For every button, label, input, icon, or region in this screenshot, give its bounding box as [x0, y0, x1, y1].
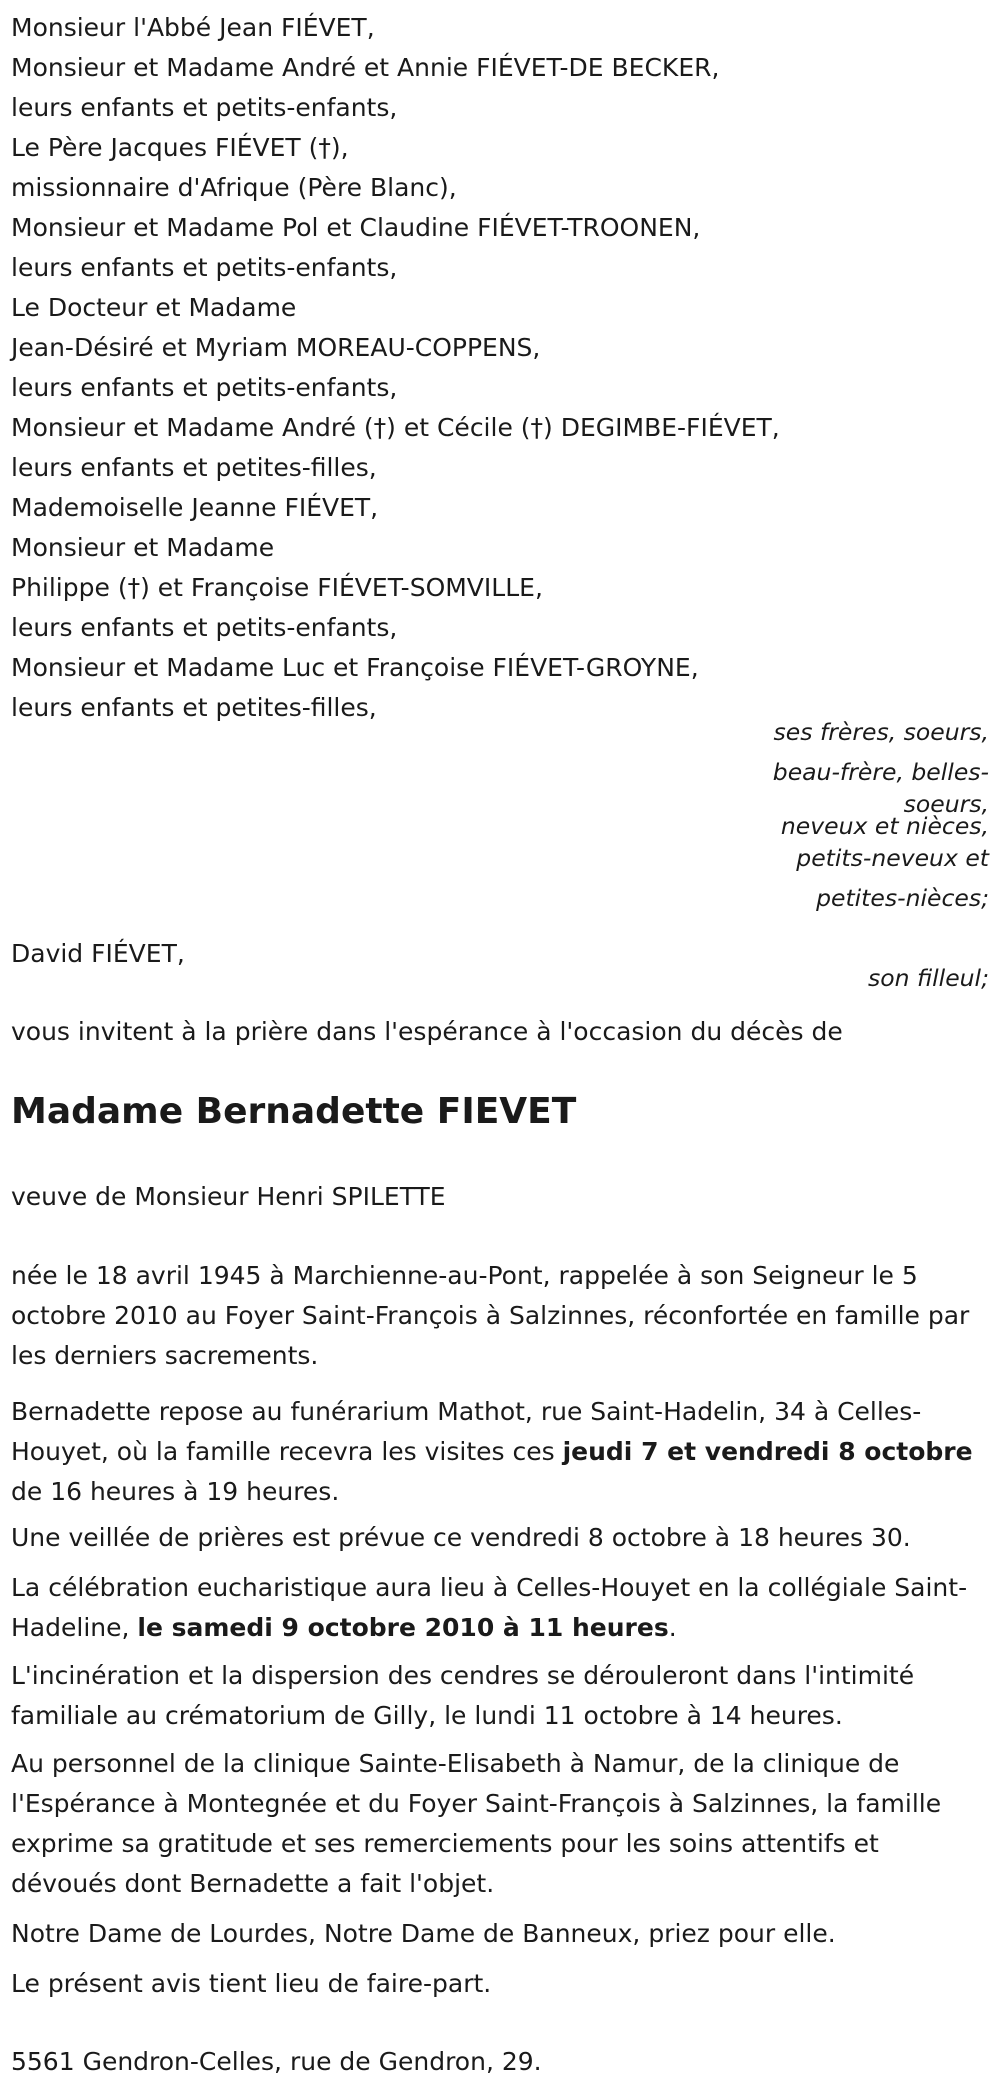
vigil-paragraph: Une veillée de prières est prévue ce vendredi 8 octobre à 18 heures 30.	[11, 1523, 911, 1552]
family-list	[11, 8, 991, 728]
family-line: Le Père Jacques FIÉVET (†),	[11, 133, 349, 162]
repose-text-end: de 16 heures à 19 heures.	[11, 1477, 340, 1506]
family-line: Monsieur et Madame André et Annie FIÉVET-DE BECKER,	[11, 53, 720, 82]
birth-death-paragraph: née le 18 avril 1945 à Marchienne-au-Pont, rappelée à son Seigneur le 5 octobre 2010 au Foyer Saint-François à Salzinnes, réconfortée en famille par les derniers sacrements.	[11, 1261, 970, 1370]
family-line: leurs enfants et petits-enfants,	[11, 373, 398, 402]
family-line: Le Docteur et Madame	[11, 293, 297, 322]
deceased-name: Madame Bernadette FIEVET	[11, 1091, 577, 1132]
family-line: Mademoiselle Jeanne FIÉVET,	[11, 493, 379, 522]
family-line: leurs enfants et petites-filles,	[11, 453, 377, 482]
widow-of: veuve de Monsieur Henri SPILETTE	[11, 1182, 446, 1211]
family-line: Monsieur et Madame André (†) et Cécile (†) DEGIMBE-FIÉVET,	[11, 413, 780, 442]
celebration-text: La célébration eucharistique aura lieu à Celles-Houyet en la collégiale Saint-Hadeline,	[11, 1573, 968, 1642]
family-line: Monsieur l'Abbé Jean FIÉVET,	[11, 13, 375, 42]
celebration-text-end: .	[668, 1613, 677, 1642]
relation-line: soeurs,	[903, 790, 989, 818]
family-line: Jean-Désiré et Myriam MOREAU-COPPENS,	[11, 333, 541, 362]
family-line: leurs enfants et petits-enfants,	[11, 93, 398, 122]
address-line: 5561 Gendron-Celles, rue de Gendron, 29.	[11, 2047, 542, 2076]
relation-nephews	[689, 814, 989, 918]
family-line: Monsieur et Madame Luc et Françoise FIÉVET-GROYNE,	[11, 653, 699, 682]
godson-relation: son filleul;	[867, 964, 989, 992]
relation-line: neveux et nièces,	[780, 812, 989, 840]
relation-siblings	[689, 712, 989, 816]
relation-line: petites-nièces;	[816, 884, 989, 912]
repose-text: Bernadette repose au funérarium Mathot, rue Saint-Hadelin, 34 à Celles-Houyet, où la famille recevra les visites ces	[11, 1397, 922, 1466]
relation-line: petits-neveux et	[796, 844, 989, 872]
family-line: Philippe (†) et Françoise FIÉVET-SOMVILLE,	[11, 573, 543, 602]
family-line: leurs enfants et petits-enfants,	[11, 613, 398, 642]
family-line: Monsieur et Madame	[11, 533, 275, 562]
family-line: leurs enfants et petites-filles,	[11, 693, 377, 722]
notice-line: Le présent avis tient lieu de faire-part.	[11, 1969, 492, 1998]
godson-name: David FIÉVET,	[11, 939, 185, 968]
family-line: missionnaire d'Afrique (Père Blanc),	[11, 173, 457, 202]
family-line: Monsieur et Madame Pol et Claudine FIÉVET-TROONEN,	[11, 213, 701, 242]
cremation-paragraph: L'incinération et la dispersion des cendres se dérouleront dans l'intimité familiale au crématorium de Gilly, le lundi 11 octobre à 14 heures.	[11, 1661, 915, 1730]
repose-paragraph	[11, 1392, 991, 1512]
celebration-date: le samedi 9 octobre 2010 à 11 heures	[137, 1613, 669, 1642]
family-line: leurs enfants et petits-enfants,	[11, 253, 398, 282]
invitation-text: vous invitent à la prière dans l'espérance à l'occasion du décès de	[11, 1017, 843, 1046]
prayer-line: Notre Dame de Lourdes, Notre Dame de Banneux, priez pour elle.	[11, 1919, 836, 1948]
celebration-paragraph	[11, 1568, 991, 1648]
visit-dates: jeudi 7 et vendredi 8 octobre	[562, 1437, 973, 1466]
relation-line: beau-frère, belles-	[772, 758, 989, 786]
relation-line: ses frères, soeurs,	[773, 718, 989, 746]
gratitude-paragraph: Au personnel de la clinique Sainte-Elisabeth à Namur, de la clinique de l'Espérance à Montegnée et du Foyer Saint-François à Salzinnes, la famille exprime sa gratitude et ses remerciements pour les soins attentifs et dévoués dont Bernadette a fait l'objet.	[11, 1749, 942, 1898]
